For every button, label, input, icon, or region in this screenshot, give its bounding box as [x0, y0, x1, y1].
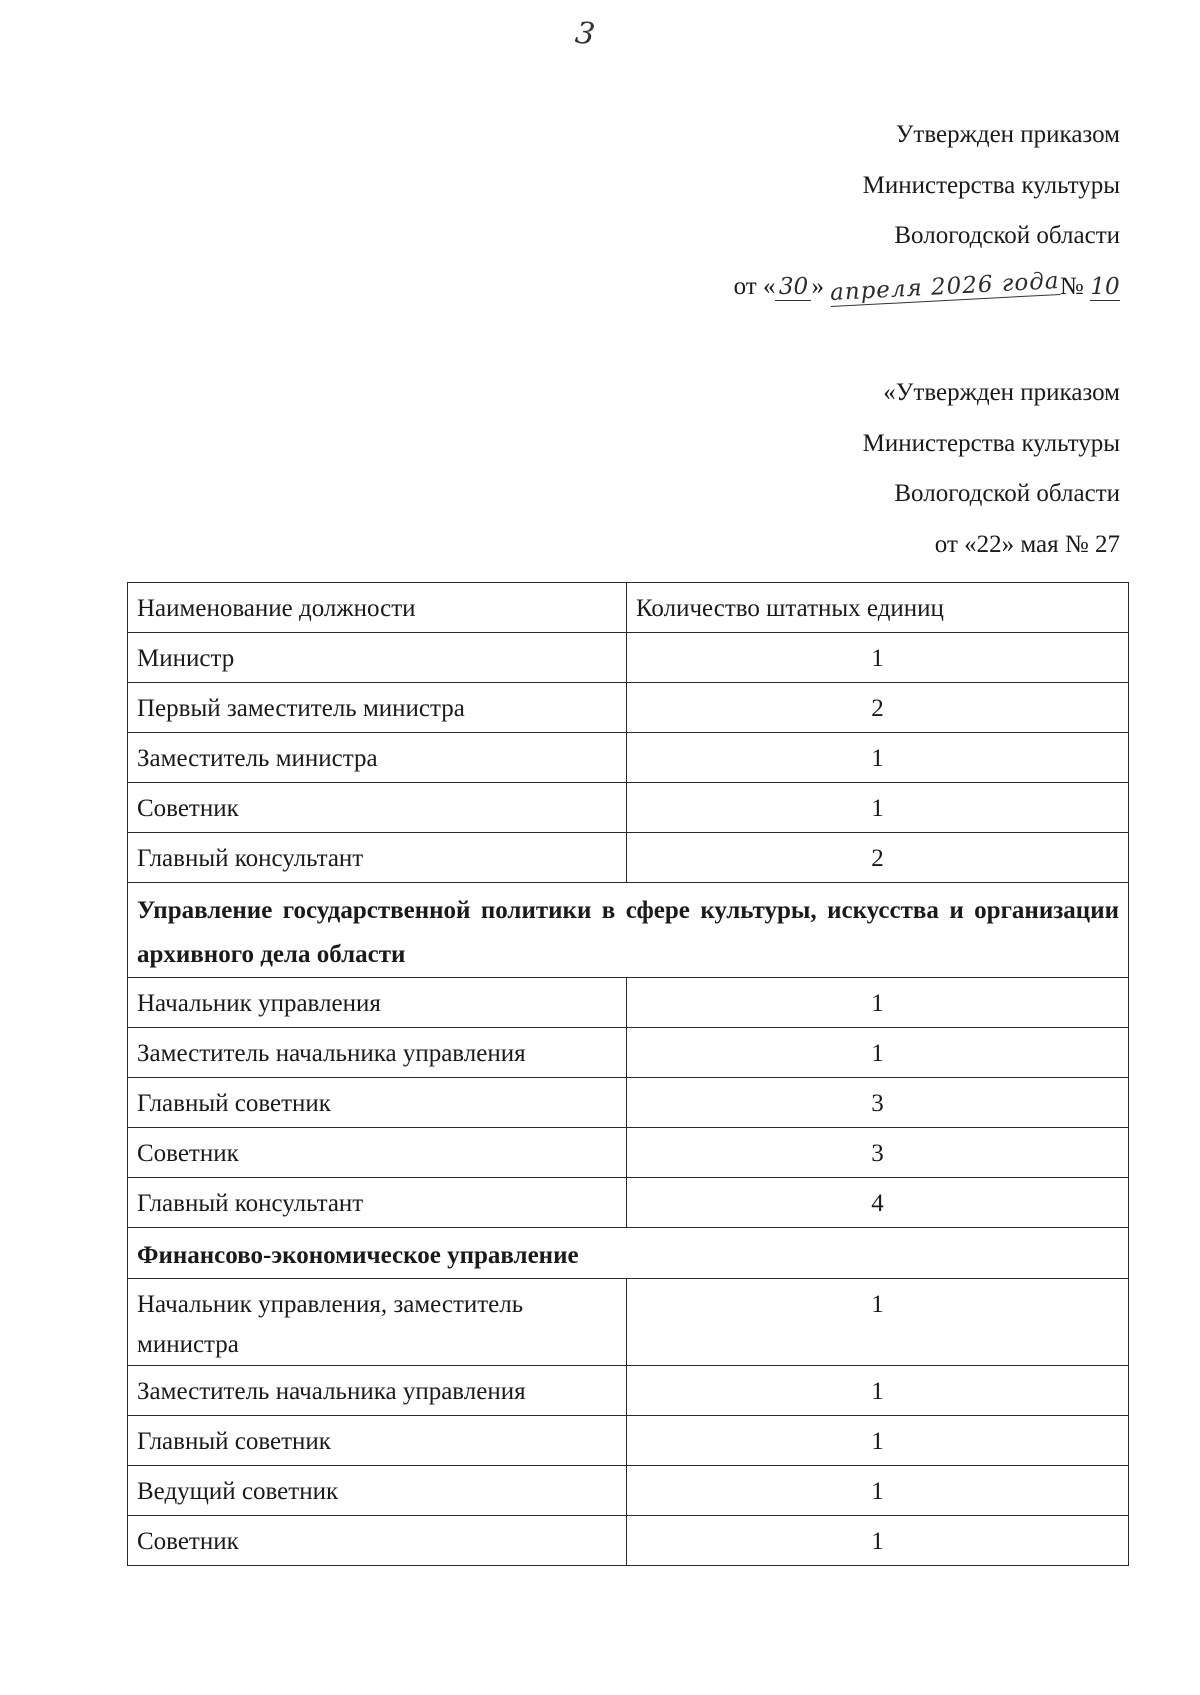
table-row: [128, 683, 1129, 733]
position-name: Заместитель начальника управления: [128, 1366, 627, 1416]
table-row: [128, 1366, 1129, 1416]
handwritten-month-year: апреля 2026 года: [829, 267, 1061, 306]
position-name: Главный советник: [128, 1078, 627, 1128]
position-name: Заместитель начальника управления: [128, 1028, 627, 1078]
table-row: [128, 1028, 1129, 1078]
table-header-row: [128, 583, 1129, 633]
position-name: Советник: [128, 783, 627, 833]
position-count: 3: [627, 1128, 1129, 1178]
section-title: Финансово-экономическое управление: [128, 1228, 1129, 1279]
position-name: Заместитель министра: [128, 733, 627, 783]
approval-line: Министерства культуры: [862, 171, 1120, 199]
position-name: Начальник управления: [128, 978, 627, 1028]
table-row: [128, 1516, 1129, 1566]
handwritten-day: 30: [775, 274, 811, 301]
position-name: Главный консультант: [128, 833, 627, 883]
table-row: [128, 633, 1129, 683]
approval-date-line: от «22» мая № 27: [934, 530, 1120, 558]
position-name: Советник: [128, 1128, 627, 1178]
table-row: [128, 1279, 1129, 1366]
position-count: 1: [627, 1466, 1129, 1516]
date-day-close: »: [811, 272, 824, 300]
approval-line: Вологодской области: [894, 480, 1120, 507]
section-title: Управление государственной политики в сфере культуры, искусства и организации архивного дела области: [128, 883, 1129, 978]
position-name: Советник: [128, 1516, 627, 1566]
approval-line: Утвержден приказом: [895, 121, 1120, 148]
staffing-table: [127, 582, 1129, 1566]
position-count: 3: [627, 1078, 1129, 1128]
approval-line: Министерства культуры: [862, 429, 1120, 457]
table-row: [128, 1078, 1129, 1128]
position-count: 1: [627, 783, 1129, 833]
position-count: 1: [627, 978, 1129, 1028]
table-row: [128, 1178, 1129, 1228]
table-row: [128, 978, 1129, 1028]
position-count: 1: [627, 1366, 1129, 1416]
table-row: [128, 1128, 1129, 1178]
position-count: 2: [627, 833, 1129, 883]
table-row: [128, 783, 1129, 833]
position-count: 1: [627, 633, 1129, 683]
position-count: 1: [627, 733, 1129, 783]
position-count: 1: [627, 1416, 1129, 1466]
approval-stamp-original: [863, 368, 1120, 570]
position-count: 1: [627, 1516, 1129, 1566]
position-name: Главный консультант: [128, 1178, 627, 1228]
position-name: Главный советник: [128, 1416, 627, 1466]
section-header-row: [128, 1228, 1129, 1279]
table-row: [128, 1466, 1129, 1516]
position-name: Ведущий советник: [128, 1466, 627, 1516]
number-label: №: [1059, 272, 1084, 300]
date-prefix: от «: [733, 272, 776, 300]
handwritten-number: 10: [1090, 273, 1120, 300]
approval-stamp-current: [734, 110, 1120, 312]
position-count: 1: [627, 1028, 1129, 1078]
table-row: [128, 1416, 1129, 1466]
approval-date-line: [734, 262, 1120, 313]
position-count: 4: [627, 1178, 1129, 1228]
approval-line: «Утвержден приказом: [883, 379, 1120, 406]
position-count: 2: [627, 683, 1129, 733]
table-row: [128, 733, 1129, 783]
table-row: [128, 833, 1129, 883]
column-header-count: Количество штатных единиц: [627, 583, 1129, 633]
position-count: 1: [627, 1279, 1129, 1366]
page-number: 3: [573, 15, 597, 53]
position-name: Первый заместитель министра: [128, 683, 627, 733]
column-header-position: Наименование должности: [128, 583, 627, 633]
section-header-row: [128, 883, 1129, 978]
approval-line: Вологодской области: [894, 222, 1120, 249]
position-name: Министр: [128, 633, 627, 683]
position-name: Начальник управления, заместитель министра: [128, 1279, 627, 1366]
